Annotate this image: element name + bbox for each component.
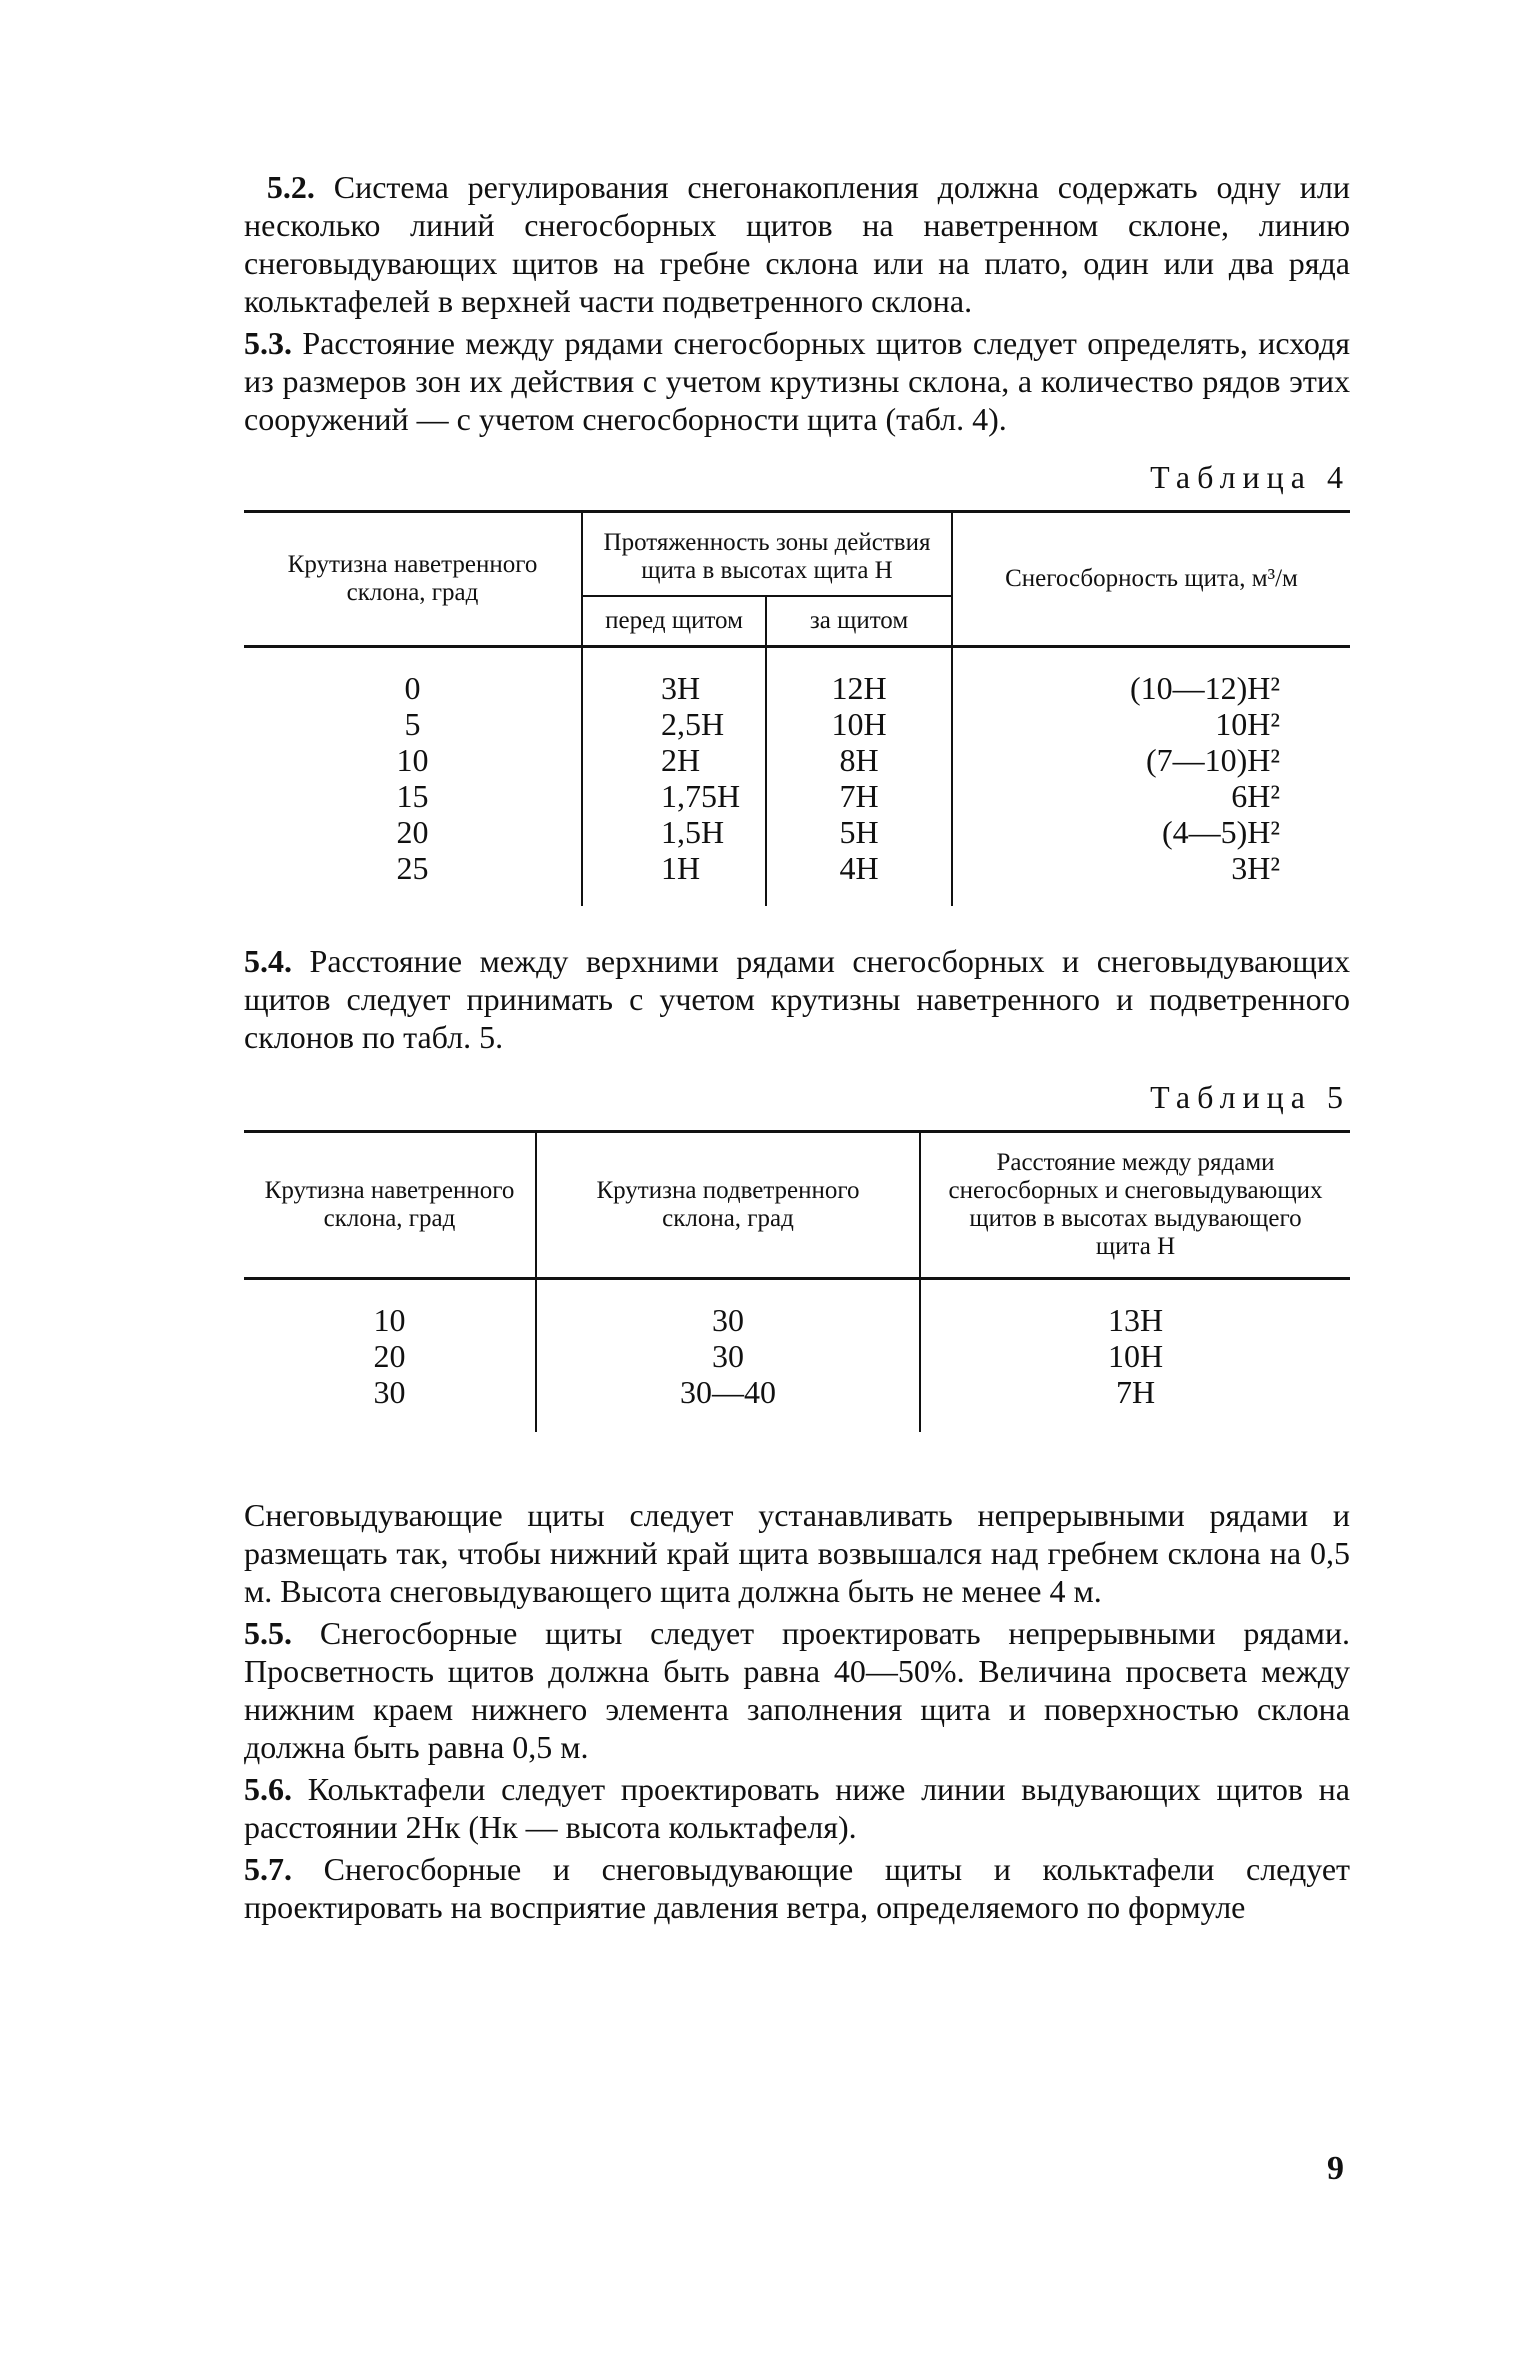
- table-cell: 1H: [661, 850, 701, 886]
- table-cell: 0: [404, 670, 421, 706]
- paragraph-number: 5.3.: [244, 325, 292, 361]
- table-cell: 10H: [831, 706, 887, 742]
- table-5-col-windward: [244, 1279, 536, 1433]
- document-page: [244, 168, 1350, 1926]
- table-cell: 2,5H: [661, 706, 725, 742]
- table-4-header-slope: [244, 512, 582, 647]
- table-5-col-distance: [920, 1279, 1350, 1433]
- paragraph-text: Кольктафели следует проектировать ниже линии выдувающих щитов на расстоянии 2Hк (Hк — высота кольктафеля).: [244, 1771, 1351, 1845]
- page-number: 9: [1327, 2150, 1344, 2187]
- header-text: Крутизна наветренного склона, град: [287, 551, 538, 606]
- table-cell: 30: [712, 1302, 744, 1338]
- paragraph-number: 5.6.: [244, 1771, 292, 1807]
- table-5-header-distance: [920, 1132, 1350, 1279]
- table-5-col-leeward: [536, 1279, 920, 1433]
- table-cell: 15: [396, 778, 429, 814]
- paragraph-number: 5.4.: [244, 943, 292, 979]
- paragraph-5-5: [244, 1614, 1350, 1766]
- table-cell: 20: [396, 814, 429, 850]
- table-cell: 7H: [839, 778, 879, 814]
- paragraph-5-7: [244, 1850, 1350, 1926]
- table-cell: 10H: [1107, 1338, 1164, 1374]
- table-cell: 10H²: [1215, 706, 1280, 742]
- table-4-header-zone: [582, 512, 952, 597]
- paragraph-text: Расстояние между верхними рядами снегосборных и снеговыдувающих щитов следует принимать с учетом крутизны наветренного и подветренного склонов по табл. 5.: [244, 943, 1351, 1055]
- table-5: [244, 1130, 1350, 1432]
- table-cell: 3H: [661, 670, 701, 706]
- table-4-col-after: [766, 647, 952, 907]
- paragraph-text: Снегосборные щиты следует проектировать непрерывными рядами. Просветность щитов должна быть равна 40—50%. Величина просвета между нижним краем нижнего элемента заполнения щита и поверхностью склона должна быть равна 0,5 м.: [244, 1615, 1351, 1765]
- table-cell: 8H: [839, 742, 879, 778]
- table-cell: (7—10)H²: [1145, 742, 1280, 778]
- paragraph-5-4: [244, 942, 1350, 1056]
- table-cell: 6H²: [1231, 778, 1280, 814]
- paragraph-text: Снегосборные и снеговыдувающие щиты и кольктафели следует проектировать на восприятие давления ветра, определяемого по формуле: [244, 1851, 1351, 1925]
- paragraph-number: 5.2.: [266, 169, 315, 205]
- table-4: [244, 510, 1350, 906]
- table-cell: 13H: [1107, 1302, 1164, 1338]
- table-cell: 1,75H: [661, 778, 741, 814]
- header-text: Крутизна подветренного склона, град: [596, 1177, 860, 1232]
- table-cell: 30: [712, 1338, 744, 1374]
- table-cell: 30—40: [680, 1374, 776, 1410]
- paragraph-snow-blowing: Снеговыдувающие щиты следует устанавливать непрерывными рядами и размещать так, чтобы нижний край щита возвышался над гребнем склона на 0,5 м. Высота снеговыдувающего щита должна быть не менее 4 м.: [244, 1497, 1350, 1609]
- paragraph-5-3: [244, 324, 1350, 438]
- table-cell: 20: [373, 1338, 406, 1374]
- header-text: Протяженность зоны действия щита в высотах щита H: [603, 529, 931, 584]
- table-4-header-capacity: [952, 512, 1350, 647]
- table-4-header-before: перед щитом: [582, 596, 766, 647]
- table-5-caption: Таблица 5: [1150, 1079, 1350, 1115]
- header-text: Расстояние между рядами снегосборных и снеговыдувающих щитов в высотах выдувающего щита H: [948, 1149, 1323, 1260]
- table-4-col-capacity: [952, 647, 1350, 907]
- paragraph-5-2: [244, 168, 1350, 320]
- table-cell: 3H²: [1231, 850, 1280, 886]
- table-cell: (4—5)H²: [1161, 814, 1280, 850]
- table-4-col-slope: [244, 647, 582, 907]
- paragraph-text: Расстояние между рядами снегосборных щитов следует определять, исходя из размеров зон их действия с учетом крутизны склона, а количество рядов этих сооружений — с учетом снегосборности щита (табл. 4).: [244, 325, 1351, 437]
- table-cell: 12H: [831, 670, 887, 706]
- header-text: Крутизна наветренного склона, град: [264, 1177, 515, 1232]
- table-5-header-leeward: [536, 1132, 920, 1279]
- table-cell: 5H: [839, 814, 879, 850]
- paragraph-number: 5.7.: [244, 1851, 292, 1887]
- table-cell: 2H: [661, 742, 701, 778]
- table-4-col-before: [582, 647, 766, 907]
- table-5-header-windward: [244, 1132, 536, 1279]
- table-cell: 1,5H: [661, 814, 725, 850]
- table-cell: 7H: [1115, 1374, 1156, 1410]
- table-cell: (10—12)H²: [1129, 670, 1280, 706]
- table-cell: 25: [396, 850, 429, 886]
- header-text: Снегосборность щита, м³/м: [1005, 565, 1298, 592]
- table-cell: 10: [373, 1302, 406, 1338]
- table-4-header-after: за щитом: [766, 596, 952, 647]
- table-cell: 10: [396, 742, 429, 778]
- paragraph-5-6: [244, 1770, 1350, 1846]
- table-4-caption: Таблица 4: [1150, 459, 1350, 495]
- paragraph-text: Система регулирования снегонакопления должна содержать одну или несколько линий снегосборных щитов на наветренном склоне, линию снеговыдувающих щитов на гребне склона или на плато, один или два ряда кольктафелей в верхней части подветренного склона.: [244, 169, 1351, 319]
- table-cell: 5: [404, 706, 421, 742]
- table-cell: 30: [373, 1374, 406, 1410]
- paragraph-number: 5.5.: [244, 1615, 292, 1651]
- table-cell: 4H: [839, 850, 879, 886]
